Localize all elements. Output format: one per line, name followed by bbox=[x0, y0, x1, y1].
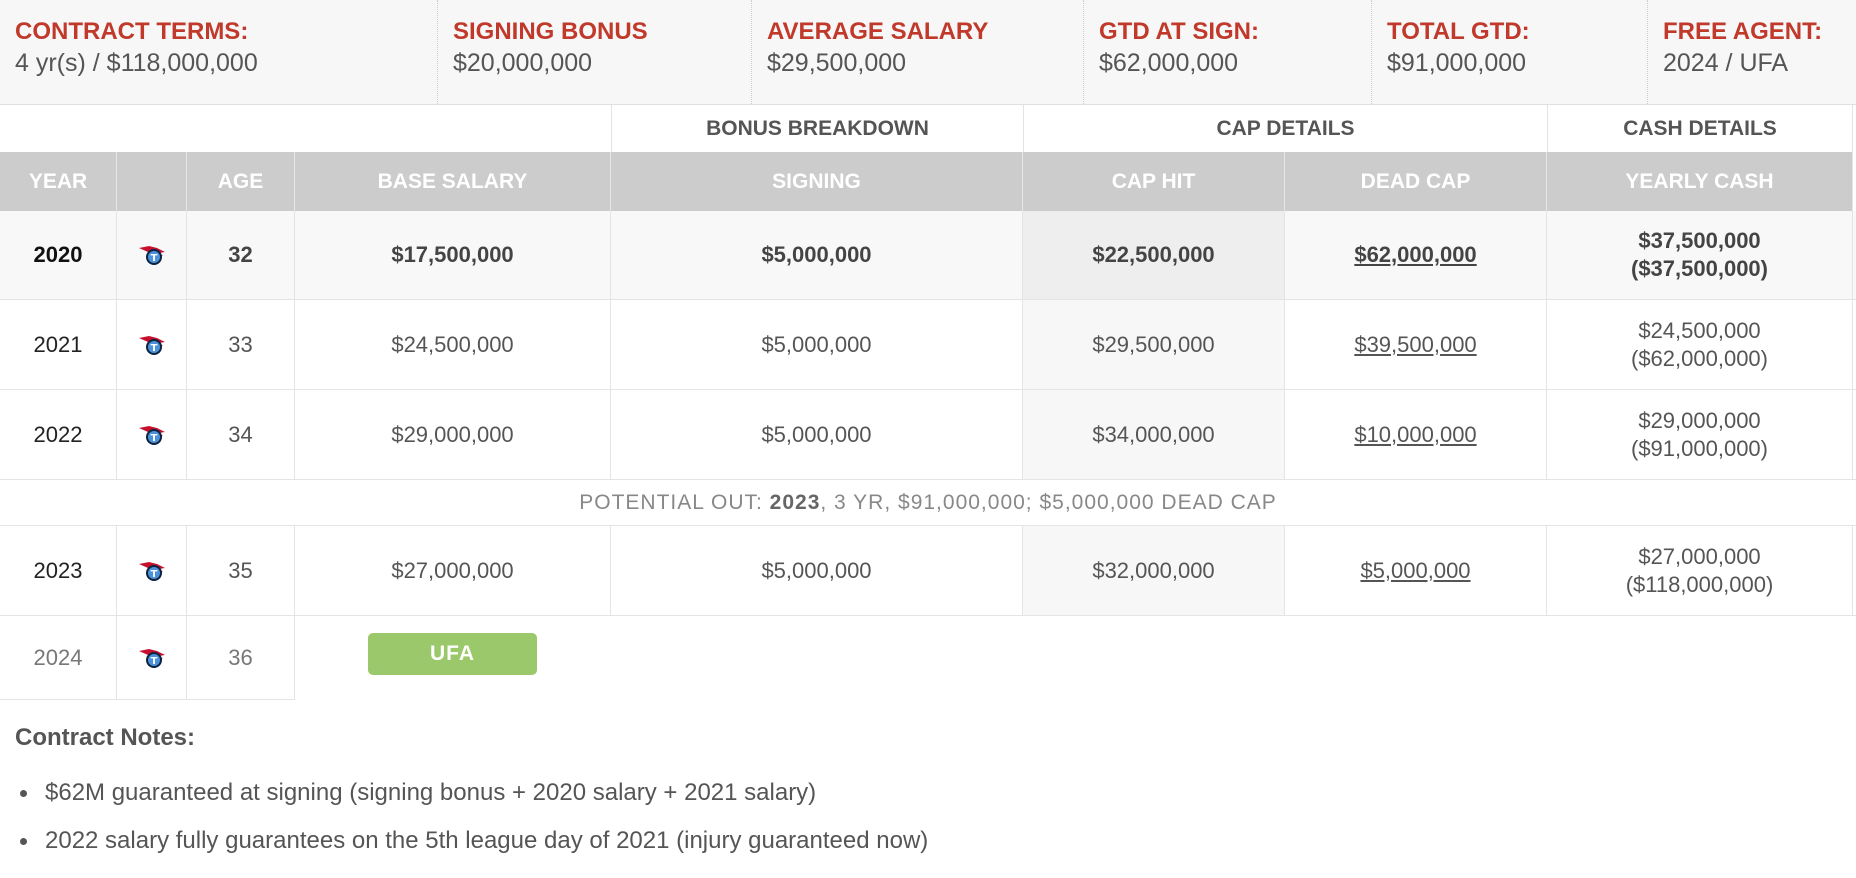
summary-signing-bonus bbox=[438, 0, 752, 104]
summary-value: $62,000,000 bbox=[1099, 49, 1239, 77]
dead-cap-link[interactable]: $5,000,000 bbox=[1360, 557, 1471, 583]
team-cell bbox=[117, 390, 187, 479]
cumulative-cash-value: ($91,000,000) bbox=[1631, 435, 1768, 461]
svg-text:T: T bbox=[150, 342, 157, 354]
potential-out-year: 2023 bbox=[769, 491, 821, 514]
summary-free-agent bbox=[1648, 0, 1856, 104]
year-cell: 2023 bbox=[0, 526, 117, 615]
svg-text:T: T bbox=[150, 568, 157, 580]
column-header-signing[interactable]: SIGNING bbox=[611, 152, 1023, 211]
summary-label: SIGNING BONUS bbox=[453, 18, 648, 45]
group-header-bonus-breakdown: BONUS BREAKDOWN bbox=[611, 105, 1023, 152]
signing-bonus-cell: $5,000,000 bbox=[611, 390, 1023, 479]
svg-text:T: T bbox=[150, 432, 157, 444]
column-header-team bbox=[117, 152, 187, 211]
column-header-yearly-cash[interactable]: YEARLY CASH bbox=[1547, 152, 1853, 211]
titans-logo-icon bbox=[137, 424, 167, 446]
column-header-age[interactable]: AGE bbox=[187, 152, 295, 211]
group-header-cap-details: CAP DETAILS bbox=[1023, 105, 1547, 152]
yearly-cash-value: $27,000,000 bbox=[1638, 543, 1761, 569]
cap-hit-cell: $34,000,000 bbox=[1023, 390, 1285, 479]
base-salary-cell: $24,500,000 bbox=[295, 300, 611, 389]
summary-label: AVERAGE SALARY bbox=[767, 18, 989, 45]
yearly-cash-cell bbox=[1547, 300, 1853, 389]
summary-label: GTD AT SIGN: bbox=[1099, 18, 1259, 45]
ufa-status-badge: UFA bbox=[368, 633, 537, 675]
team-cell bbox=[117, 211, 187, 299]
svg-text:T: T bbox=[150, 655, 157, 667]
summary-label: CONTRACT TERMS: bbox=[15, 18, 249, 45]
team-cell bbox=[117, 300, 187, 389]
year-cell: 2021 bbox=[0, 300, 117, 389]
cap-hit-cell: $32,000,000 bbox=[1023, 526, 1285, 615]
yearly-cash-value: $37,500,000 bbox=[1638, 228, 1761, 253]
potential-out-details: , 3 YR, $91,000,000; $5,000,000 DEAD CAP bbox=[820, 491, 1277, 514]
yearly-cash-cell bbox=[1547, 526, 1853, 615]
column-header-year[interactable]: YEAR bbox=[0, 152, 117, 211]
list-item: $62M guaranteed at signing (signing bonus + 2020 salary + 2021 salary) bbox=[15, 775, 928, 823]
cumulative-cash-value: ($37,500,000) bbox=[1631, 256, 1768, 281]
cap-hit-cell: $29,500,000 bbox=[1023, 300, 1285, 389]
table-row bbox=[0, 390, 1856, 480]
base-salary-cell: $17,500,000 bbox=[295, 211, 611, 299]
dead-cap-cell bbox=[1285, 390, 1547, 479]
table-row bbox=[0, 211, 1856, 300]
summary-label: TOTAL GTD: bbox=[1387, 18, 1530, 45]
yearly-cash-cell bbox=[1547, 390, 1853, 479]
titans-logo-icon bbox=[137, 647, 167, 669]
summary-value: $29,500,000 bbox=[767, 49, 907, 77]
titans-logo-icon bbox=[137, 334, 167, 356]
column-header-base-salary[interactable]: BASE SALARY bbox=[295, 152, 611, 211]
age-cell: 34 bbox=[187, 390, 295, 479]
team-cell bbox=[117, 526, 187, 615]
cumulative-cash-value: ($62,000,000) bbox=[1631, 345, 1768, 371]
potential-out-prefix: POTENTIAL OUT: bbox=[579, 491, 770, 514]
summary-total-gtd bbox=[1372, 0, 1648, 104]
titans-logo-icon bbox=[137, 244, 167, 266]
contract-summary-bar bbox=[0, 0, 1856, 105]
summary-contract-terms bbox=[0, 0, 438, 104]
contract-notes-list bbox=[15, 775, 928, 871]
svg-text:T: T bbox=[150, 253, 157, 264]
list-item: 2022 salary fully guarantees on the 5th league day of 2021 (injury guaranteed now) bbox=[15, 823, 928, 871]
dead-cap-link[interactable]: $62,000,000 bbox=[1354, 242, 1477, 267]
yearly-cash-value: $29,000,000 bbox=[1638, 407, 1761, 433]
dead-cap-cell bbox=[1285, 300, 1547, 389]
dead-cap-link[interactable]: $10,000,000 bbox=[1354, 421, 1477, 447]
column-header-dead-cap[interactable]: DEAD CAP bbox=[1285, 152, 1547, 211]
free-agent-row bbox=[0, 616, 1856, 700]
base-salary-cell: $27,000,000 bbox=[295, 526, 611, 615]
age-cell: 32 bbox=[187, 211, 295, 299]
potential-out-row bbox=[0, 480, 1856, 526]
yearly-cash-value: $24,500,000 bbox=[1638, 317, 1761, 343]
summary-gtd-at-sign bbox=[1084, 0, 1372, 104]
year-cell: 2022 bbox=[0, 390, 117, 479]
age-cell: 36 bbox=[187, 616, 295, 700]
contract-notes-title: Contract Notes: bbox=[15, 724, 196, 751]
dead-cap-link[interactable]: $39,500,000 bbox=[1354, 331, 1477, 357]
age-cell: 33 bbox=[187, 300, 295, 389]
dead-cap-cell bbox=[1285, 211, 1547, 299]
dead-cap-cell bbox=[1285, 526, 1547, 615]
column-header-cap-hit[interactable]: CAP HIT bbox=[1023, 152, 1285, 211]
base-salary-cell: $29,000,000 bbox=[295, 390, 611, 479]
yearly-cash-cell bbox=[1547, 211, 1853, 299]
summary-value: 2024 / UFA bbox=[1663, 49, 1789, 77]
summary-value: $20,000,000 bbox=[453, 49, 593, 77]
table-row bbox=[0, 300, 1856, 390]
titans-logo-icon bbox=[137, 560, 167, 582]
cumulative-cash-value: ($118,000,000) bbox=[1625, 571, 1774, 597]
team-cell bbox=[117, 616, 187, 700]
year-cell: 2024 bbox=[0, 616, 117, 700]
summary-average-salary bbox=[752, 0, 1084, 104]
summary-label: FREE AGENT: bbox=[1663, 18, 1823, 45]
year-cell: 2020 bbox=[0, 211, 117, 299]
signing-bonus-cell: $5,000,000 bbox=[611, 211, 1023, 299]
table-row bbox=[0, 526, 1856, 616]
summary-value: $91,000,000 bbox=[1387, 49, 1527, 77]
group-header-cash-details: CASH DETAILS bbox=[1547, 105, 1853, 152]
signing-bonus-cell: $5,000,000 bbox=[611, 300, 1023, 389]
signing-bonus-cell: $5,000,000 bbox=[611, 526, 1023, 615]
cap-hit-cell: $22,500,000 bbox=[1023, 211, 1285, 299]
summary-value: 4 yr(s) / $118,000,000 bbox=[15, 49, 258, 77]
age-cell: 35 bbox=[187, 526, 295, 615]
